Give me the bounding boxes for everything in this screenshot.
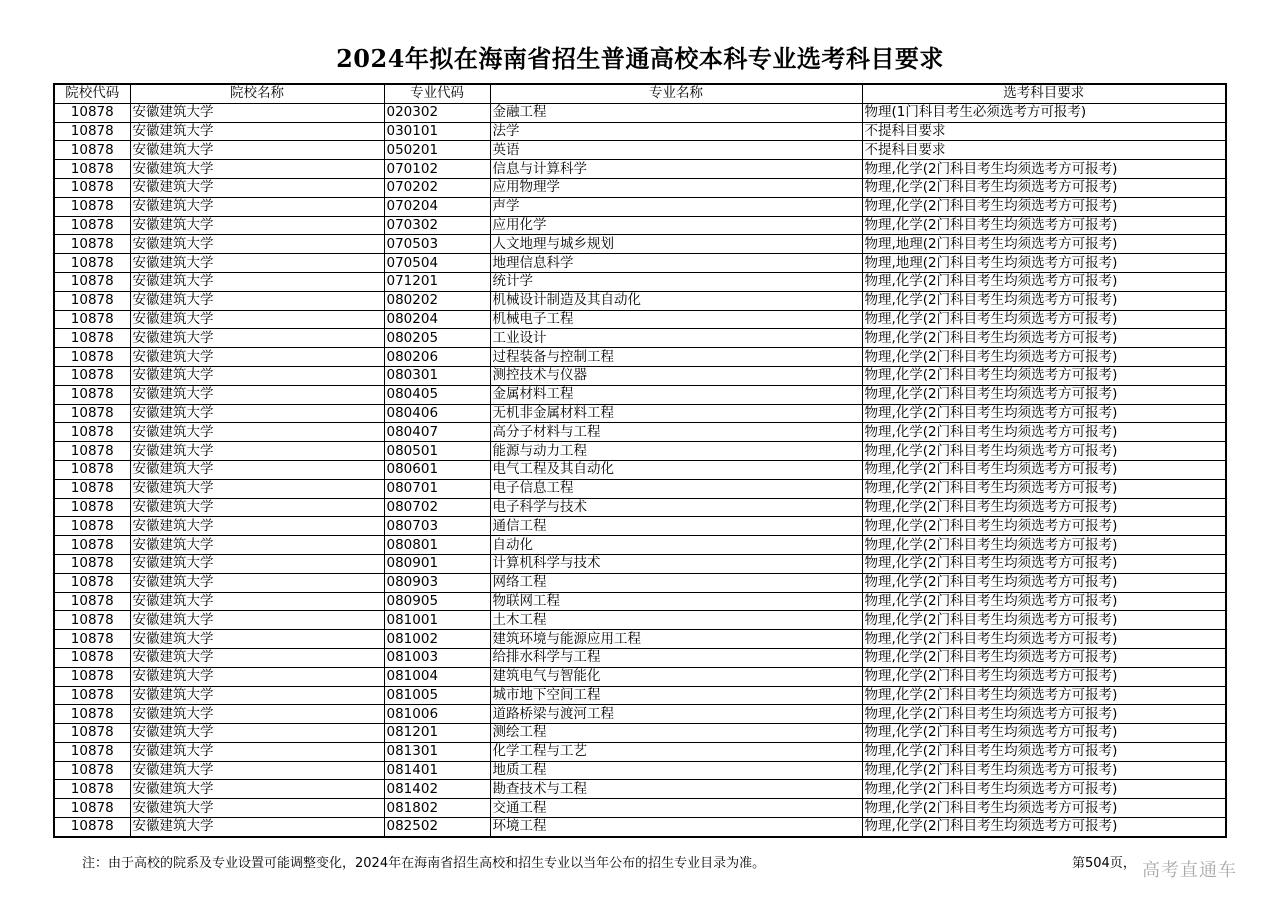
cell-major-code: 070202 (384, 178, 490, 197)
cell-subject-requirement: 物理,化学(2门科目考生均须选考方可报考) (862, 178, 1226, 197)
cell-major-name: 测绘工程 (490, 724, 862, 743)
cell-school-code: 10878 (54, 197, 130, 216)
cell-major-name: 给排水科学与工程 (490, 648, 862, 667)
cell-school-name: 安徽建筑大学 (130, 648, 384, 667)
cell-major-name: 法学 (490, 122, 862, 141)
table-row (54, 122, 1226, 141)
cell-subject-requirement: 物理,化学(2门科目考生均须选考方可报考) (862, 705, 1226, 724)
cell-major-name: 网络工程 (490, 573, 862, 592)
cell-major-name: 能源与动力工程 (490, 442, 862, 461)
cell-major-code: 070102 (384, 160, 490, 179)
cell-school-name: 安徽建筑大学 (130, 291, 384, 310)
cell-school-code: 10878 (54, 460, 130, 479)
cell-school-name: 安徽建筑大学 (130, 254, 384, 273)
cell-school-name: 安徽建筑大学 (130, 724, 384, 743)
cell-major-code: 080405 (384, 385, 490, 404)
table-row (54, 160, 1226, 179)
cell-major-name: 建筑电气与智能化 (490, 667, 862, 686)
cell-subject-requirement: 物理,化学(2门科目考生均须选考方可报考) (862, 517, 1226, 536)
cell-major-code: 080204 (384, 310, 490, 329)
cell-school-code: 10878 (54, 611, 130, 630)
table-row (54, 742, 1226, 761)
cell-school-name: 安徽建筑大学 (130, 705, 384, 724)
cell-school-name: 安徽建筑大学 (130, 310, 384, 329)
cell-major-name: 工业设计 (490, 329, 862, 348)
cell-major-name: 测控技术与仪器 (490, 366, 862, 385)
cell-major-name: 建筑环境与能源应用工程 (490, 630, 862, 649)
table-row (54, 404, 1226, 423)
header-school-code: 院校代码 (54, 84, 130, 103)
footnote: 注：由于高校的院系及专业设置可能调整变化，2024年在海南省招生高校和招生专业以当年公布的招生专业目录为准。 (82, 856, 766, 871)
cell-school-code: 10878 (54, 799, 130, 818)
cell-school-name: 安徽建筑大学 (130, 761, 384, 780)
cell-major-code: 080801 (384, 536, 490, 555)
cell-school-code: 10878 (54, 780, 130, 799)
cell-major-name: 应用物理学 (490, 178, 862, 197)
header-major-code: 专业代码 (384, 84, 490, 103)
cell-school-code: 10878 (54, 216, 130, 235)
table-row (54, 141, 1226, 160)
cell-school-code: 10878 (54, 329, 130, 348)
table-row (54, 630, 1226, 649)
cell-subject-requirement: 物理,化学(2门科目考生均须选考方可报考) (862, 648, 1226, 667)
requirements-table (53, 83, 1227, 838)
table-row (54, 554, 1226, 573)
cell-major-code: 081004 (384, 667, 490, 686)
table-row (54, 573, 1226, 592)
cell-subject-requirement: 不提科目要求 (862, 141, 1226, 160)
table-row (54, 291, 1226, 310)
cell-subject-requirement: 物理,地理(2门科目考生均须选考方可报考) (862, 254, 1226, 273)
cell-major-name: 交通工程 (490, 799, 862, 818)
cell-school-name: 安徽建筑大学 (130, 348, 384, 367)
cell-subject-requirement: 物理,化学(2门科目考生均须选考方可报考) (862, 197, 1226, 216)
cell-major-name: 人文地理与城乡规划 (490, 235, 862, 254)
cell-school-code: 10878 (54, 573, 130, 592)
cell-subject-requirement: 物理,化学(2门科目考生均须选考方可报考) (862, 423, 1226, 442)
cell-subject-requirement: 物理,化学(2门科目考生均须选考方可报考) (862, 630, 1226, 649)
cell-major-name: 土木工程 (490, 611, 862, 630)
cell-school-code: 10878 (54, 761, 130, 780)
table-row (54, 761, 1226, 780)
cell-school-name: 安徽建筑大学 (130, 216, 384, 235)
page-number: 第504页， (1072, 856, 1136, 871)
cell-school-code: 10878 (54, 348, 130, 367)
cell-major-name: 计算机科学与技术 (490, 554, 862, 573)
cell-school-code: 10878 (54, 310, 130, 329)
cell-school-name: 安徽建筑大学 (130, 536, 384, 555)
cell-major-name: 统计学 (490, 272, 862, 291)
cell-major-code: 081402 (384, 780, 490, 799)
cell-major-name: 声学 (490, 197, 862, 216)
cell-major-code: 070204 (384, 197, 490, 216)
cell-major-name: 信息与计算科学 (490, 160, 862, 179)
cell-subject-requirement: 物理,化学(2门科目考生均须选考方可报考) (862, 742, 1226, 761)
table-row (54, 423, 1226, 442)
cell-school-code: 10878 (54, 498, 130, 517)
cell-school-code: 10878 (54, 122, 130, 141)
cell-subject-requirement: 物理,化学(2门科目考生均须选考方可报考) (862, 667, 1226, 686)
cell-major-name: 电气工程及其自动化 (490, 460, 862, 479)
header-major-name: 专业名称 (490, 84, 862, 103)
table-row (54, 780, 1226, 799)
table-row (54, 498, 1226, 517)
cell-major-name: 电子信息工程 (490, 479, 862, 498)
cell-subject-requirement: 物理,化学(2门科目考生均须选考方可报考) (862, 761, 1226, 780)
cell-school-name: 安徽建筑大学 (130, 103, 384, 122)
cell-school-name: 安徽建筑大学 (130, 573, 384, 592)
cell-school-code: 10878 (54, 479, 130, 498)
cell-school-name: 安徽建筑大学 (130, 479, 384, 498)
cell-major-code: 080406 (384, 404, 490, 423)
cell-subject-requirement: 物理,化学(2门科目考生均须选考方可报考) (862, 573, 1226, 592)
cell-subject-requirement: 物理,化学(2门科目考生均须选考方可报考) (862, 329, 1226, 348)
cell-major-name: 无机非金属材料工程 (490, 404, 862, 423)
cell-major-code: 080903 (384, 573, 490, 592)
cell-school-name: 安徽建筑大学 (130, 404, 384, 423)
cell-major-code: 081002 (384, 630, 490, 649)
cell-major-name: 通信工程 (490, 517, 862, 536)
cell-school-code: 10878 (54, 592, 130, 611)
cell-school-name: 安徽建筑大学 (130, 686, 384, 705)
cell-major-name: 地质工程 (490, 761, 862, 780)
cell-major-code: 080205 (384, 329, 490, 348)
table-row (54, 724, 1226, 743)
cell-school-name: 安徽建筑大学 (130, 554, 384, 573)
cell-major-code: 020302 (384, 103, 490, 122)
document-title: 2024年拟在海南省招生普通高校本科专业选考科目要求 (336, 44, 944, 73)
cell-subject-requirement: 物理(1门科目考生必须选考方可报考) (862, 103, 1226, 122)
cell-school-code: 10878 (54, 517, 130, 536)
cell-school-code: 10878 (54, 818, 130, 837)
table-row (54, 442, 1226, 461)
cell-subject-requirement: 物理,化学(2门科目考生均须选考方可报考) (862, 385, 1226, 404)
cell-school-name: 安徽建筑大学 (130, 592, 384, 611)
cell-school-code: 10878 (54, 385, 130, 404)
cell-major-name: 化学工程与工艺 (490, 742, 862, 761)
table-row (54, 385, 1226, 404)
cell-school-code: 10878 (54, 291, 130, 310)
cell-subject-requirement: 物理,化学(2门科目考生均须选考方可报考) (862, 554, 1226, 573)
cell-subject-requirement: 物理,化学(2门科目考生均须选考方可报考) (862, 404, 1226, 423)
table-row (54, 479, 1226, 498)
table-row (54, 310, 1226, 329)
cell-school-name: 安徽建筑大学 (130, 780, 384, 799)
cell-school-name: 安徽建筑大学 (130, 329, 384, 348)
cell-subject-requirement: 物理,化学(2门科目考生均须选考方可报考) (862, 686, 1226, 705)
cell-subject-requirement: 物理,化学(2门科目考生均须选考方可报考) (862, 272, 1226, 291)
cell-school-code: 10878 (54, 554, 130, 573)
cell-major-name: 金属材料工程 (490, 385, 862, 404)
table-header-row (54, 84, 1226, 103)
cell-subject-requirement: 物理,化学(2门科目考生均须选考方可报考) (862, 291, 1226, 310)
cell-major-code: 080407 (384, 423, 490, 442)
cell-subject-requirement: 物理,化学(2门科目考生均须选考方可报考) (862, 536, 1226, 555)
cell-school-name: 安徽建筑大学 (130, 498, 384, 517)
cell-subject-requirement: 物理,化学(2门科目考生均须选考方可报考) (862, 498, 1226, 517)
table-row (54, 197, 1226, 216)
cell-major-code: 080701 (384, 479, 490, 498)
cell-major-code: 081802 (384, 799, 490, 818)
cell-school-code: 10878 (54, 272, 130, 291)
table-row (54, 366, 1226, 385)
cell-school-code: 10878 (54, 141, 130, 160)
table-row (54, 686, 1226, 705)
cell-school-name: 安徽建筑大学 (130, 197, 384, 216)
cell-subject-requirement: 物理,化学(2门科目考生均须选考方可报考) (862, 724, 1226, 743)
cell-school-code: 10878 (54, 254, 130, 273)
cell-major-code: 082502 (384, 818, 490, 837)
table-row (54, 799, 1226, 818)
cell-subject-requirement: 物理,化学(2门科目考生均须选考方可报考) (862, 460, 1226, 479)
cell-school-name: 安徽建筑大学 (130, 460, 384, 479)
cell-school-code: 10878 (54, 160, 130, 179)
cell-major-code: 081006 (384, 705, 490, 724)
header-subject-requirement: 选考科目要求 (862, 84, 1226, 103)
cell-major-code: 080301 (384, 366, 490, 385)
cell-school-code: 10878 (54, 178, 130, 197)
cell-subject-requirement: 物理,化学(2门科目考生均须选考方可报考) (862, 348, 1226, 367)
cell-school-name: 安徽建筑大学 (130, 799, 384, 818)
cell-school-code: 10878 (54, 103, 130, 122)
table-row (54, 818, 1226, 837)
cell-school-name: 安徽建筑大学 (130, 517, 384, 536)
cell-major-code: 081001 (384, 611, 490, 630)
table-row (54, 517, 1226, 536)
cell-major-code: 080703 (384, 517, 490, 536)
cell-school-name: 安徽建筑大学 (130, 178, 384, 197)
cell-major-name: 机械设计制造及其自动化 (490, 291, 862, 310)
table-row (54, 705, 1226, 724)
cell-school-name: 安徽建筑大学 (130, 423, 384, 442)
cell-major-code: 081201 (384, 724, 490, 743)
table-row (54, 178, 1226, 197)
cell-major-code: 080601 (384, 460, 490, 479)
cell-major-code: 080501 (384, 442, 490, 461)
watermark-text: 高考直通车 (1142, 860, 1237, 881)
cell-major-name: 金融工程 (490, 103, 862, 122)
cell-major-name: 过程装备与控制工程 (490, 348, 862, 367)
cell-school-code: 10878 (54, 705, 130, 724)
cell-subject-requirement: 物理,化学(2门科目考生均须选考方可报考) (862, 479, 1226, 498)
table-row (54, 460, 1226, 479)
cell-major-name: 环境工程 (490, 818, 862, 837)
cell-major-code: 080901 (384, 554, 490, 573)
cell-subject-requirement: 物理,化学(2门科目考生均须选考方可报考) (862, 366, 1226, 385)
cell-school-name: 安徽建筑大学 (130, 272, 384, 291)
cell-major-code: 070302 (384, 216, 490, 235)
cell-major-code: 030101 (384, 122, 490, 141)
cell-major-name: 道路桥梁与渡河工程 (490, 705, 862, 724)
cell-major-name: 勘查技术与工程 (490, 780, 862, 799)
cell-school-code: 10878 (54, 404, 130, 423)
table-row (54, 348, 1226, 367)
cell-school-name: 安徽建筑大学 (130, 122, 384, 141)
cell-school-code: 10878 (54, 536, 130, 555)
table-body (54, 103, 1226, 837)
cell-major-name: 高分子材料与工程 (490, 423, 862, 442)
cell-school-code: 10878 (54, 742, 130, 761)
cell-major-code: 080202 (384, 291, 490, 310)
cell-school-code: 10878 (54, 442, 130, 461)
cell-school-code: 10878 (54, 366, 130, 385)
cell-major-code: 080702 (384, 498, 490, 517)
cell-school-code: 10878 (54, 686, 130, 705)
cell-school-code: 10878 (54, 724, 130, 743)
cell-school-name: 安徽建筑大学 (130, 160, 384, 179)
cell-school-name: 安徽建筑大学 (130, 630, 384, 649)
table-row (54, 329, 1226, 348)
cell-school-code: 10878 (54, 235, 130, 254)
table-row (54, 103, 1226, 122)
cell-major-code: 081005 (384, 686, 490, 705)
table-row (54, 667, 1226, 686)
cell-subject-requirement: 物理,化学(2门科目考生均须选考方可报考) (862, 592, 1226, 611)
cell-subject-requirement: 物理,化学(2门科目考生均须选考方可报考) (862, 611, 1226, 630)
cell-subject-requirement: 物理,化学(2门科目考生均须选考方可报考) (862, 310, 1226, 329)
cell-major-code: 050201 (384, 141, 490, 160)
table-row (54, 235, 1226, 254)
cell-subject-requirement: 不提科目要求 (862, 122, 1226, 141)
cell-major-name: 机械电子工程 (490, 310, 862, 329)
cell-school-code: 10878 (54, 630, 130, 649)
cell-school-name: 安徽建筑大学 (130, 818, 384, 837)
cell-major-name: 自动化 (490, 536, 862, 555)
table-row (54, 611, 1226, 630)
cell-school-name: 安徽建筑大学 (130, 667, 384, 686)
cell-major-code: 071201 (384, 272, 490, 291)
cell-school-name: 安徽建筑大学 (130, 611, 384, 630)
cell-major-code: 081401 (384, 761, 490, 780)
cell-school-name: 安徽建筑大学 (130, 385, 384, 404)
cell-school-code: 10878 (54, 648, 130, 667)
cell-subject-requirement: 物理,化学(2门科目考生均须选考方可报考) (862, 442, 1226, 461)
cell-major-code: 080905 (384, 592, 490, 611)
cell-major-code: 081301 (384, 742, 490, 761)
cell-major-name: 物联网工程 (490, 592, 862, 611)
cell-major-name: 英语 (490, 141, 862, 160)
cell-subject-requirement: 物理,化学(2门科目考生均须选考方可报考) (862, 799, 1226, 818)
cell-major-name: 地理信息科学 (490, 254, 862, 273)
header-school-name: 院校名称 (130, 84, 384, 103)
cell-major-code: 081003 (384, 648, 490, 667)
cell-subject-requirement: 物理,化学(2门科目考生均须选考方可报考) (862, 160, 1226, 179)
cell-major-name: 应用化学 (490, 216, 862, 235)
cell-school-name: 安徽建筑大学 (130, 141, 384, 160)
table-row (54, 648, 1226, 667)
table-row (54, 272, 1226, 291)
cell-school-name: 安徽建筑大学 (130, 235, 384, 254)
cell-major-name: 电子科学与技术 (490, 498, 862, 517)
table-row (54, 216, 1226, 235)
table-row (54, 536, 1226, 555)
table-row (54, 592, 1226, 611)
cell-school-code: 10878 (54, 667, 130, 686)
cell-subject-requirement: 物理,地理(2门科目考生均须选考方可报考) (862, 235, 1226, 254)
cell-school-name: 安徽建筑大学 (130, 366, 384, 385)
cell-subject-requirement: 物理,化学(2门科目考生均须选考方可报考) (862, 818, 1226, 837)
cell-major-code: 070504 (384, 254, 490, 273)
cell-subject-requirement: 物理,化学(2门科目考生均须选考方可报考) (862, 780, 1226, 799)
cell-school-code: 10878 (54, 423, 130, 442)
table-row (54, 254, 1226, 273)
cell-subject-requirement: 物理,化学(2门科目考生均须选考方可报考) (862, 216, 1226, 235)
cell-major-code: 070503 (384, 235, 490, 254)
cell-major-code: 080206 (384, 348, 490, 367)
cell-major-name: 城市地下空间工程 (490, 686, 862, 705)
cell-school-name: 安徽建筑大学 (130, 442, 384, 461)
cell-school-name: 安徽建筑大学 (130, 742, 384, 761)
